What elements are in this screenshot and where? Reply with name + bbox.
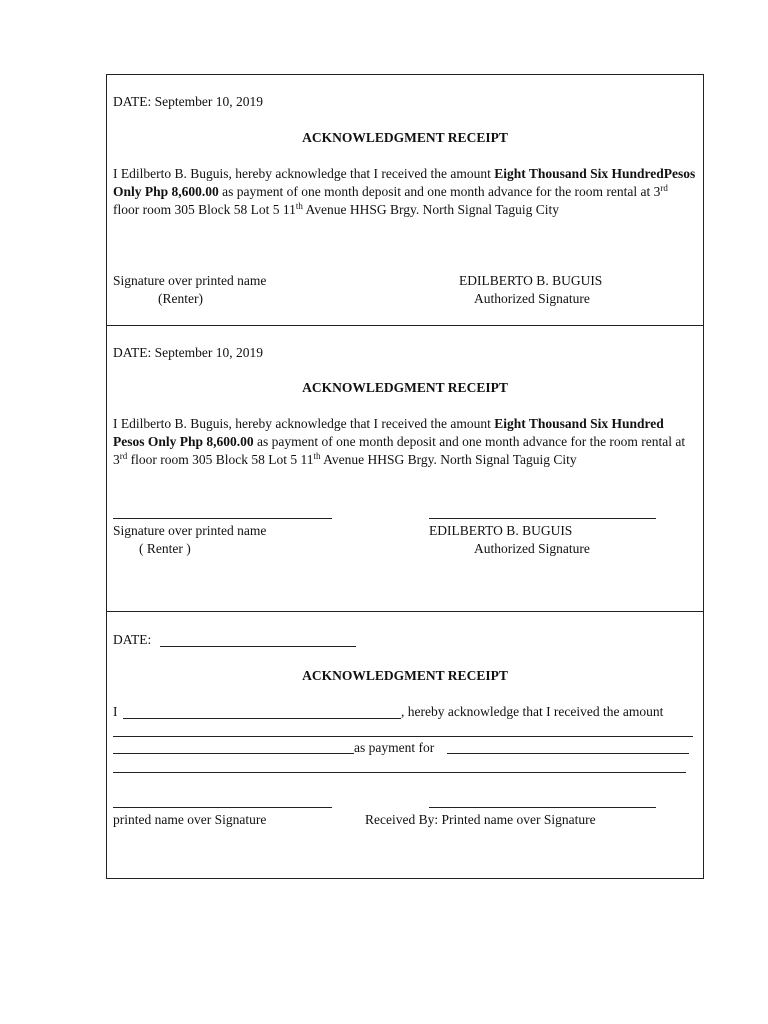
amount-text: Eight Thousand Six HundredPesos Only Php 8,600.00 <box>113 166 696 199</box>
payer-caption: printed name over Signature <box>113 812 267 827</box>
receipt-title: ACKNOWLEDGMENT RECEIPT <box>302 380 508 395</box>
receiver-caption: Received By: Printed name over Signature <box>365 812 596 827</box>
receipt-title: ACKNOWLEDGMENT RECEIPT <box>302 668 508 683</box>
body-prefix: I Edilberto B. Buguis, hereby acknowledge that I received the amount <box>113 166 495 181</box>
body-suffix: Avenue HHSG Brgy. North Signal Taguig City <box>320 452 577 467</box>
date-field[interactable] <box>160 646 356 647</box>
body-prefix: I Edilberto B. Buguis, hereby acknowledge that I received the amount <box>113 416 495 431</box>
renter-signature-line[interactable] <box>113 518 332 519</box>
body-mid-a: as payment of one month deposit and one month advance for the room rental at 3 <box>218 184 661 199</box>
amount-field-cont[interactable] <box>113 753 354 754</box>
body-suffix: Avenue HHSG Brgy. North Signal Taguig City <box>302 202 560 217</box>
receipt-title: ACKNOWLEDGMENT RECEIPT <box>302 130 508 145</box>
date-label: DATE: <box>113 94 152 109</box>
renter-role: ( Renter ) <box>139 541 191 556</box>
ordinal-sup: rd <box>119 451 128 461</box>
authorized-name: EDILBERTO B. BUGUIS <box>459 273 603 288</box>
date-line <box>113 93 263 111</box>
line1-suffix: , hereby acknowledge that I received the amount <box>401 704 664 719</box>
amount-text: Eight Thousand Six Hundred Pesos Only Php 8,600.00 <box>113 416 664 449</box>
payment-for-field-cont[interactable] <box>113 772 686 773</box>
line1-prefix: I <box>113 704 118 719</box>
renter-role: (Renter) <box>158 291 203 306</box>
renter-caption: Signature over printed name <box>113 523 267 538</box>
payment-for-label: as payment for <box>354 740 435 755</box>
date-line <box>113 344 263 362</box>
payer-signature-line[interactable] <box>113 807 332 808</box>
body-mid-b: floor room 305 Block 58 Lot 5 11 <box>113 202 296 217</box>
name-field[interactable] <box>123 718 401 719</box>
authorized-role: Authorized Signature <box>474 291 590 306</box>
body-mid-a: as payment of one month deposit and one month advance for the room rental at 3 <box>113 434 686 467</box>
amount-field[interactable] <box>113 736 693 737</box>
body-mid-b: floor room 305 Block 58 Lot 5 11 <box>127 452 314 467</box>
receipt-sheet <box>106 74 704 879</box>
receipt-body <box>113 415 697 469</box>
ordinal-sup: th <box>313 451 321 461</box>
receipt-1 <box>107 75 703 325</box>
ordinal-sup: rd <box>660 183 668 193</box>
authorized-name: EDILBERTO B. BUGUIS <box>429 523 573 538</box>
date-label: DATE: <box>113 632 152 647</box>
receipt-3-blank <box>107 612 703 878</box>
date-value: September 10, 2019 <box>154 345 263 360</box>
payment-for-field[interactable] <box>447 753 689 754</box>
renter-caption: Signature over printed name <box>113 273 267 288</box>
authorized-signature-line[interactable] <box>429 518 656 519</box>
date-label: DATE: <box>113 345 152 360</box>
receiver-signature-line[interactable] <box>429 807 656 808</box>
ordinal-sup: th <box>295 201 303 211</box>
date-value: September 10, 2019 <box>154 94 263 109</box>
authorized-role: Authorized Signature <box>474 541 590 556</box>
receipt-body <box>113 165 697 219</box>
receipt-2 <box>107 326 703 611</box>
